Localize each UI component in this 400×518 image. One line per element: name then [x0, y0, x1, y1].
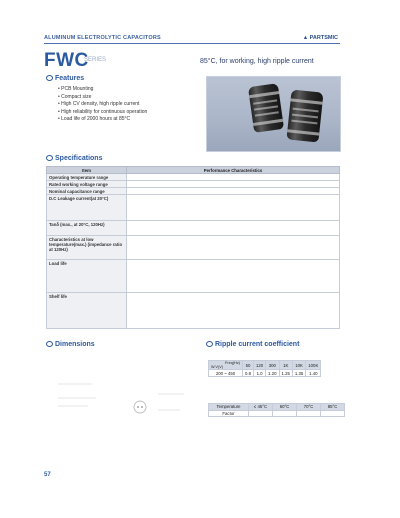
table-row — [209, 410, 345, 417]
brand-logo — [303, 35, 338, 41]
capacitor-image — [248, 83, 284, 133]
table-row — [209, 370, 321, 377]
factor-cell: 1.25 — [279, 370, 292, 377]
table-row — [47, 293, 340, 329]
feature-item: • High reliability for continuous operation — [58, 108, 148, 115]
spec-value — [127, 236, 340, 260]
freq-cell: 50 — [243, 361, 254, 370]
specifications-heading — [46, 155, 102, 162]
feature-item: • Load life of 2000 hours at 85°C — [58, 116, 131, 123]
feature-item: • High CV density, high ripple current — [58, 101, 140, 108]
ripple-table — [208, 360, 321, 377]
temp-cell: 85°C — [321, 404, 345, 411]
spec-item: Nominal capacitance range — [47, 188, 127, 195]
spec-value — [127, 195, 340, 221]
brand-mark-icon: ▲ — [302, 35, 310, 41]
dimensions-heading — [46, 341, 95, 348]
spec-item: D.C Leakage current(at 20°C) — [47, 195, 127, 221]
specifications-table — [46, 166, 340, 329]
table-row — [47, 260, 340, 293]
factor-cell: 1.35 — [292, 370, 305, 377]
freq-cell: 300 — [266, 361, 279, 370]
category-title: ALUMINUM ELECTROLYTIC CAPACITORS — [44, 35, 161, 41]
factor-cell — [249, 410, 273, 417]
temp-cell: ≤ 45°C — [249, 404, 273, 411]
spec-item: Rated working voltage range — [47, 181, 127, 188]
ripple-heading — [206, 341, 299, 348]
factor-cell — [273, 410, 297, 417]
section-bullet-icon — [46, 155, 53, 161]
factor-cell — [297, 410, 321, 417]
spec-value — [127, 221, 340, 236]
features-title: Features — [55, 75, 85, 82]
factor-cell — [321, 410, 345, 417]
dimension-drawing — [52, 380, 192, 420]
wv-freq-header: Freq(Hz) W.V(V) — [209, 361, 243, 370]
spec-item: Shelf life — [47, 293, 127, 329]
dimensions-title: Dimensions — [55, 341, 95, 348]
freq-cell: 10K — [292, 361, 305, 370]
factor-cell: 1.0 — [253, 370, 265, 377]
feature-item: • Compact size — [58, 93, 92, 100]
factor-cell: 0.8 — [243, 370, 254, 377]
specifications-title: Specifications — [55, 155, 103, 162]
capacitor-image — [286, 89, 323, 142]
spec-value — [127, 181, 340, 188]
factor-cell: 1.40 — [306, 370, 321, 377]
factor-cell: 1.20 — [266, 370, 279, 377]
table-row — [47, 195, 340, 221]
product-photo — [206, 76, 341, 152]
features-heading — [46, 75, 84, 82]
section-bullet-icon — [206, 341, 213, 347]
brand-name: PARTSMIC — [309, 35, 338, 41]
table-row — [47, 221, 340, 236]
spec-value — [127, 188, 340, 195]
item-column-header: Item — [47, 167, 127, 174]
voltage-cell: 200 ~ 450 — [209, 370, 243, 377]
table-header-row — [47, 167, 340, 174]
spec-item: Tanδ (max., at 20°C, 120Hz) — [47, 221, 127, 236]
page-number: 57 — [44, 472, 51, 478]
perf-column-header: Performance Characteristics — [127, 167, 340, 174]
spec-value — [127, 174, 340, 181]
feature-item: • PCB Mounting — [58, 86, 94, 92]
spec-item: Characteristics at low temperature(max.) (impedance ratio at 120Hz) — [47, 236, 127, 260]
section-bullet-icon — [46, 341, 53, 347]
table-header-row — [209, 361, 321, 370]
series-word: SERIES — [84, 57, 107, 63]
temperature-header: Temperature — [209, 404, 249, 411]
temp-cell: 60°C — [273, 404, 297, 411]
spec-item: Operating temperature range — [47, 174, 127, 181]
factor-label: Factor — [209, 410, 249, 417]
temp-cell: 70°C — [297, 404, 321, 411]
header-divider — [44, 43, 340, 44]
ripple-title: Ripple current coefficient — [215, 341, 300, 348]
features-list — [58, 86, 147, 124]
freq-cell: 120 — [253, 361, 265, 370]
series-code: FWC — [44, 50, 89, 71]
spec-value — [127, 293, 340, 329]
temperature-table — [208, 403, 345, 417]
table-row — [47, 181, 340, 188]
table-row — [47, 236, 340, 260]
section-bullet-icon — [46, 75, 53, 81]
table-row — [47, 188, 340, 195]
freq-cell: 1K — [279, 361, 292, 370]
spec-item: Load life — [47, 260, 127, 293]
freq-cell: 100K — [306, 361, 321, 370]
spec-value — [127, 260, 340, 293]
series-subtitle: 85°C, for working, high ripple current — [200, 58, 314, 65]
table-row — [47, 174, 340, 181]
